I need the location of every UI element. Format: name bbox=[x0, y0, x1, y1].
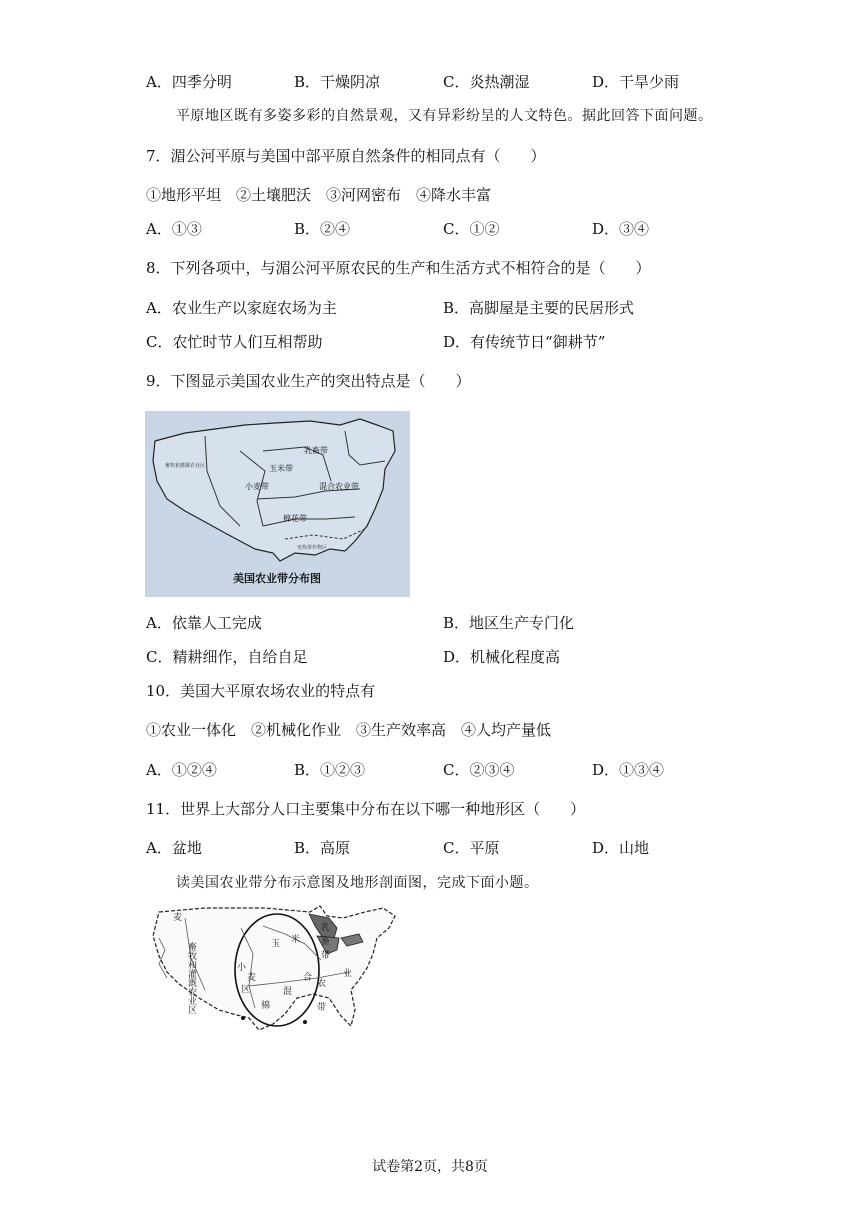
q7-option-d: D．③④ bbox=[592, 220, 650, 238]
map1-label-mixed: 混合农业带 bbox=[319, 482, 359, 491]
map2-label-xu: 畜 bbox=[321, 937, 331, 947]
q11-option-a: A．盆地 bbox=[146, 839, 202, 857]
q7-option-c: C．①② bbox=[443, 220, 500, 238]
q9-option-a: A．依靠人工完成 bbox=[146, 614, 262, 632]
map2-label-yu: 玉 bbox=[271, 939, 281, 949]
q9-stem: 9．下图显示美国农业生产的突出特点是（ ） bbox=[146, 372, 471, 390]
map1-label-subtropical: 亚热带作物区 bbox=[297, 545, 328, 551]
q8-option-c: C．农忙时节人们互相帮助 bbox=[146, 333, 323, 351]
map2-label-qu: 区 bbox=[241, 985, 251, 995]
q10-option-a: A．①②④ bbox=[146, 761, 217, 779]
q10-stem: 10．美国大平原农场农业的特点有 bbox=[146, 682, 376, 700]
map2-ranching-label-column bbox=[186, 941, 197, 1014]
map2-label-hun: 混 bbox=[283, 987, 293, 997]
us-agricultural-belt-sketch-graphic bbox=[145, 898, 405, 1050]
q8-option-a: A．农业生产以家庭农场为主 bbox=[146, 299, 337, 317]
page-footer: 试卷第2页，共8页 bbox=[372, 1159, 488, 1175]
map2-label-ru: 乳 bbox=[321, 923, 331, 933]
q9-option-d: D．机械化程度高 bbox=[443, 648, 561, 666]
map2-label-mai: 麦 bbox=[247, 973, 257, 983]
q10-items: ①农业一体化 ②机械化作业 ③生产效率高 ④人均产量低 bbox=[146, 721, 552, 739]
map2-label-dai-1: 带 bbox=[321, 951, 331, 961]
q11-option-c: C．平原 bbox=[443, 839, 500, 857]
q6-option-c: C．炎热潮湿 bbox=[443, 73, 530, 91]
q6-option-a: A．四季分明 bbox=[146, 73, 232, 91]
map2-label-ye: 业 bbox=[343, 969, 353, 979]
intro-paragraph-1: 平原地区既有多姿多彩的自然景观，又有异彩纷呈的人文特色。据此回答下面问题。 bbox=[176, 108, 713, 124]
us-agricultural-belt-map-graphic bbox=[145, 411, 410, 597]
map2-label-mi: 米 bbox=[291, 935, 301, 945]
q8-stem: 8．下列各项中，与湄公河平原农民的生产和生活方式不相符合的是（ ） bbox=[146, 259, 651, 277]
q11-option-b: B．高原 bbox=[294, 839, 351, 857]
map2-label-wheat-top: 麦 bbox=[173, 913, 183, 923]
q7-items: ①地形平坦 ②土壤肥沃 ③河网密布 ④降水丰富 bbox=[146, 186, 492, 204]
map1-label-ranching: 畜牧和灌溉农业区 bbox=[165, 463, 206, 469]
intro-paragraph-2: 读美国农业带分布示意图及地形剖面图，完成下面小题。 bbox=[176, 875, 539, 891]
map2-label-ranching: 畜牧和灌溉农业区 bbox=[186, 942, 196, 1014]
q9-option-c: C．精耕细作，自给自足 bbox=[146, 648, 308, 666]
map1-caption: 美国农业带分布图 bbox=[233, 572, 321, 585]
map2-label-xiao: 小 bbox=[237, 963, 247, 973]
us-agricultural-belt-sketch-map bbox=[145, 898, 405, 1050]
q9-option-b: B．地区生产专门化 bbox=[443, 614, 575, 632]
map1-label-corn: 玉米带 bbox=[269, 464, 293, 473]
map2-label-mian: 棉 bbox=[261, 1001, 271, 1011]
map1-label-cotton: 棉花带 bbox=[283, 514, 307, 523]
q10-option-d: D．①③④ bbox=[592, 761, 665, 779]
q6-option-b: B．干燥阴凉 bbox=[294, 73, 381, 91]
q8-option-d: D．有传统节日“御耕节” bbox=[443, 333, 606, 351]
map1-label-wheat: 小麦带 bbox=[245, 482, 269, 491]
q10-option-c: C．②③④ bbox=[443, 761, 515, 779]
q11-option-d: D．山地 bbox=[592, 839, 650, 857]
q6-option-d: D．干旱少雨 bbox=[592, 73, 680, 91]
map2-label-he: 合 bbox=[303, 973, 313, 983]
q11-stem: 11．世界上大部分人口主要集中分布在以下哪一种地形区（ ） bbox=[146, 800, 586, 818]
map1-label-dairy: 乳畜带 bbox=[304, 446, 328, 455]
q10-option-b: B．①②③ bbox=[294, 761, 366, 779]
us-agricultural-belt-map bbox=[145, 411, 410, 597]
q7-option-b: B．②④ bbox=[294, 220, 351, 238]
q8-option-b: B．高脚屋是主要的民居形式 bbox=[443, 299, 635, 317]
map2-label-nong: 农 bbox=[317, 979, 327, 989]
q7-option-a: A．①③ bbox=[146, 220, 202, 238]
q7-stem: 7．湄公河平原与美国中部平原自然条件的相同点有（ ） bbox=[146, 147, 546, 165]
map2-label-dai-2: 带 bbox=[317, 1003, 327, 1013]
